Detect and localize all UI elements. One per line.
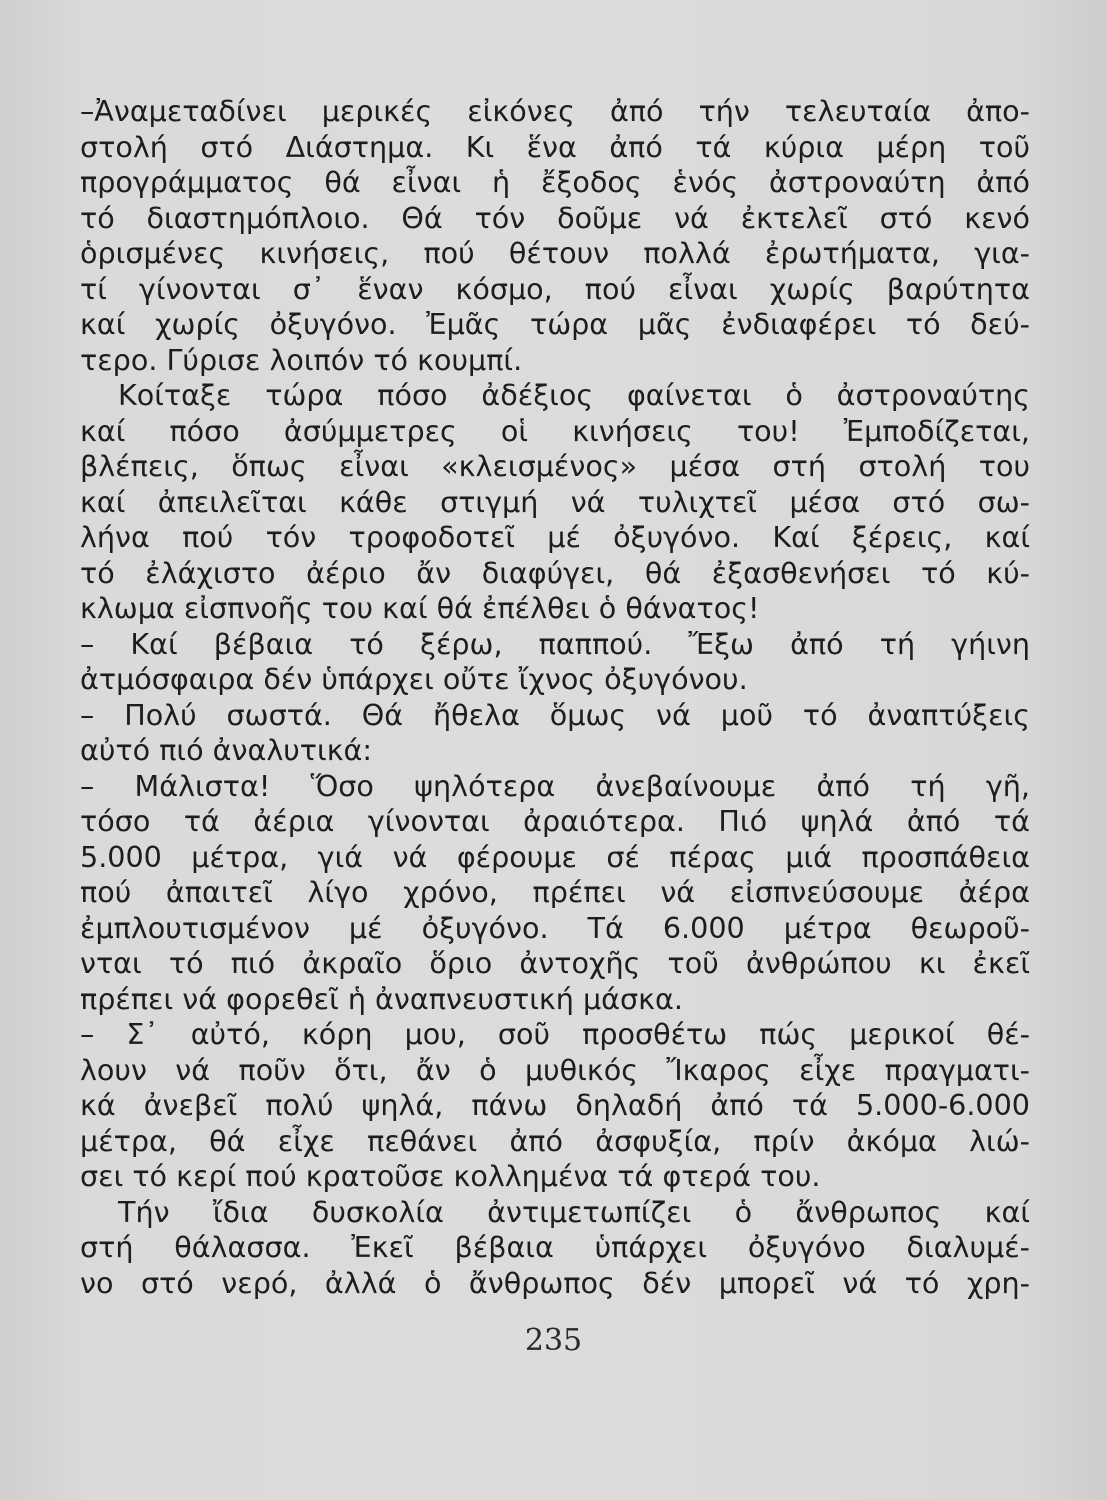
- text-line: πού ἀπαιτεῖ λίγο χρόνο, πρέπει νά εἰσπνεύσουμε ἀέρα: [80, 875, 1030, 909]
- text-line: καί χωρίς ὀξυγόνο. Ἐμᾶς τώρα μᾶς ἐνδιαφέρει τό δεύ-: [80, 307, 1030, 341]
- page-number: 235: [524, 1323, 583, 1358]
- text-line: στολή στό Διάστημα. Κι ἕνα ἀπό τά κύρια μέρη τοῦ: [80, 129, 1030, 164]
- text-line: τόσο τά ἀέρια γίνονται ἀραιότερα. Πιό ψηλά ἀπό τά: [80, 804, 1030, 838]
- text-line: τό ἐλάχιστο ἀέριο ἄν διαφύγει, θά ἐξασθενήσει τό κύ-: [80, 555, 1030, 590]
- text-line: κά ἀνεβεῖ πολύ ψηλά, πάνω δηλαδή ἀπό τά 5.000-6.000: [80, 1088, 1030, 1122]
- text-line: τερο. Γύρισε λοιπόν τό κουμπί.: [80, 342, 523, 377]
- text-line: – Πολύ σωστά. Θά ἤθελα ὅμως νά μοῦ τό ἀναπτύξεις: [80, 697, 1030, 732]
- text-line: μέτρα, θά εἶχε πεθάνει ἀπό ἀσφυξία, πρίν ἀκόμα λιώ-: [80, 1123, 1030, 1158]
- text-line: νο στό νερό, ἀλλά ὁ ἄνθρωπος δέν μπορεῖ νά τό χρη-: [80, 1265, 1030, 1300]
- text-line: ἀτμόσφαιρα δέν ὑπάρχει οὔτε ἴχνος ὀξυγόνου.: [80, 662, 748, 696]
- text-line: καί πόσο ἀσύμμετρες οἱ κινήσεις του! Ἐμποδίζεται,: [80, 413, 1030, 448]
- text-line: νται τό πιό ἀκραῖο ὅριο ἀντοχῆς τοῦ ἀνθρώπου κι ἐκεῖ: [80, 946, 1030, 980]
- text-line: – Καί βέβαια τό ξέρω, παππού. Ἔξω ἀπό τή γήινη: [80, 626, 1030, 661]
- body-text: [80, 94, 1030, 1301]
- text-line: ὁρισμένες κινήσεις, πού θέτουν πολλά ἐρωτήματα, για-: [80, 236, 1030, 270]
- text-line: –Ἀναμεταδίνει μερικές εἰκόνες ἀπό τήν τελευταία ἀπο-: [80, 94, 1030, 128]
- text-line: πρέπει νά φορεθεῖ ἡ ἀναπνευστική μάσκα.: [80, 981, 683, 1016]
- text-line: 5.000 μέτρα, γιά νά φέρουμε σέ πέρας μιά προσπάθεια: [80, 839, 1030, 874]
- text-line: Κοίταξε τώρα πόσο ἀδέξιος φαίνεται ὁ ἀστροναύτης: [118, 378, 1030, 412]
- text-line: βλέπεις, ὅπως εἶναι «κλεισμένος» μέσα στή στολή του: [80, 449, 1030, 483]
- text-line: λήνα πού τόν τροφοδοτεῖ μέ ὀξυγόνο. Καί ξέρεις, καί: [80, 520, 1030, 554]
- text-line: σει τό κερί πού κρατοῦσε κολλημένα τά φτερά του.: [80, 1159, 821, 1193]
- text-line: λουν νά ποῦν ὅτι, ἄν ὁ μυθικός Ἴκαρος εἶχε πραγματι-: [80, 1052, 1030, 1087]
- text-line: καί ἀπειλεῖται κάθε στιγμή νά τυλιχτεῖ μέσα στό σω-: [80, 484, 1030, 519]
- text-line: κλωμα εἰσπνοῆς του καί θά ἐπέλθει ὁ θάνατος!: [80, 591, 760, 625]
- text-line: τί γίνονται σ᾽ ἕναν κόσμο, πού εἶναι χωρίς βαρύτητα: [80, 271, 1030, 306]
- text-line: προγράμματος θά εἶναι ἡ ἔξοδος ἑνός ἀστροναύτη ἀπό: [80, 165, 1030, 199]
- text-line: στή θάλασσα. Ἐκεῖ βέβαια ὑπάρχει ὀξυγόνο διαλυμέ-: [80, 1230, 1030, 1264]
- text-line: αὐτό πιό ἀναλυτικά:: [80, 733, 373, 767]
- text-line: – Μάλιστα! Ὅσο ψηλότερα ἀνεβαίνουμε ἀπό τή γῆ,: [80, 768, 1030, 803]
- text-line: – Σ᾽ αὐτό, κόρη μου, σοῦ προσθέτω πώς μερικοί θέ-: [80, 1017, 1030, 1051]
- text-line: Τήν ἴδια δυσκολία ἀντιμετωπίζει ὁ ἄνθρωπος καί: [118, 1194, 1030, 1229]
- text-line: τό διαστημόπλοιο. Θά τόν δοῦμε νά ἐκτελεῖ στό κενό: [80, 200, 1030, 235]
- text-line: ἐμπλουτισμένον μέ ὀξυγόνο. Τά 6.000 μέτρα θεωροῦ-: [80, 910, 1030, 945]
